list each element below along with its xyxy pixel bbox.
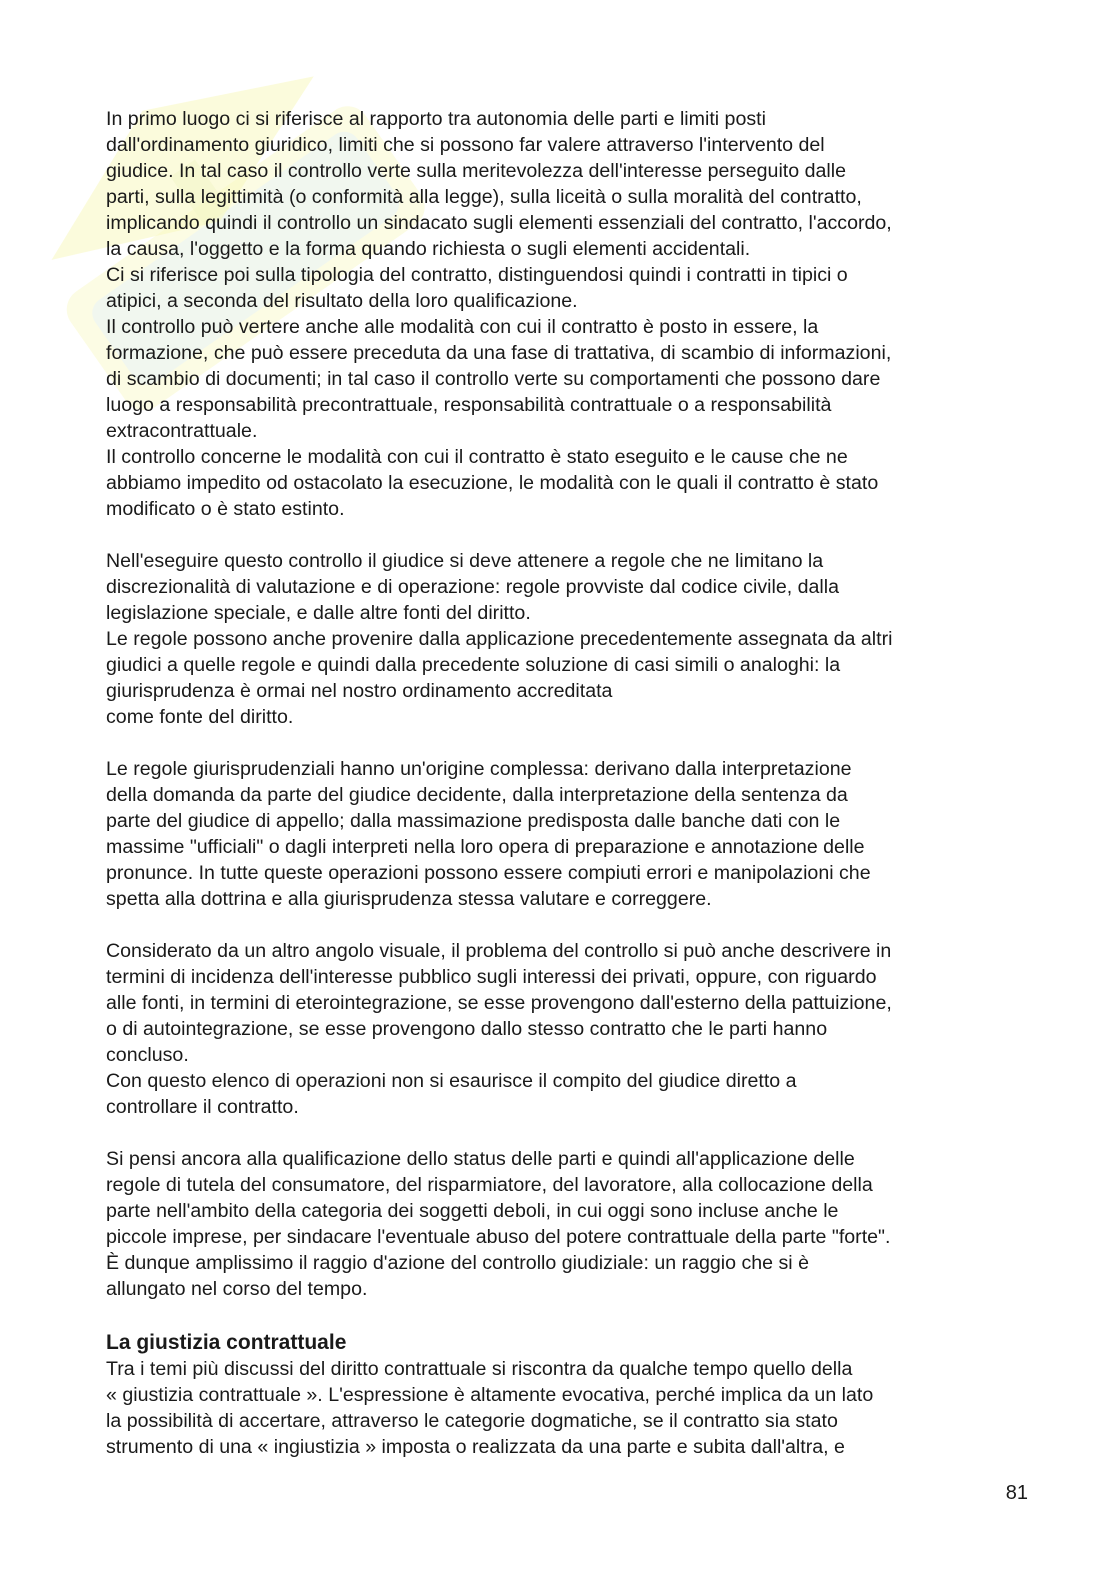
text-line: Considerato da un altro angolo visuale, il problema del controllo si può anche descrivere in [106, 940, 892, 962]
text-line: controllare il contratto. [106, 1096, 299, 1118]
paragraph-gap [106, 912, 1016, 938]
paragraph [106, 1146, 1016, 1302]
paragraph-gap [106, 730, 1016, 756]
paragraph-gap [106, 522, 1016, 548]
paragraph [106, 1356, 1016, 1460]
text-line: piccole imprese, per sindacare l'eventuale abuso del potere contrattuale della parte "forte". [106, 1226, 891, 1248]
paragraph [106, 938, 1016, 1120]
text-line: legislazione speciale, e dalle altre fonti del diritto. [106, 602, 531, 624]
text-line: di scambio di documenti; in tal caso il controllo verte su comportamenti che possono dare [106, 368, 881, 390]
text-line: regole di tutela del consumatore, del risparmiatore, del lavoratore, alla collocazione della [106, 1174, 873, 1196]
text-line: discrezionalità di valutazione e di operazione: regole provviste dal codice civile, dalla [106, 576, 840, 598]
text-line: È dunque amplissimo il raggio d'azione del controllo giudiziale: un raggio che si è [106, 1252, 810, 1274]
paragraph [106, 756, 1016, 912]
text-line: atipici, a seconda del risultato della loro qualificazione. [106, 290, 578, 312]
text-line: allungato nel corso del tempo. [106, 1278, 368, 1300]
page-number: 81 [1005, 1482, 1028, 1504]
paragraph-gap [106, 1302, 1016, 1328]
text-line: come fonte del diritto. [106, 706, 294, 728]
text-line: Le regole giurisprudenziali hanno un'origine complessa: derivano dalla interpretazione [106, 758, 852, 780]
text-line: Con questo elenco di operazioni non si esaurisce il compito del giudice diretto a [106, 1070, 797, 1092]
text-line: Si pensi ancora alla qualificazione dello status delle parti e quindi all'applicazione delle [106, 1148, 855, 1170]
text-line: Il controllo concerne le modalità con cui il contratto è stato eseguito e le cause che ne [106, 446, 848, 468]
text-line: termini di incidenza dell'interesse pubblico sugli interessi dei privati, oppure, con riguardo [106, 966, 877, 988]
paragraph [106, 106, 1016, 522]
text-line: parte nell'ambito della categoria dei soggetti deboli, in cui oggi sono incluse anche le [106, 1200, 839, 1222]
text-line: Le regole possono anche provenire dalla applicazione precedentemente assegnata da altri [106, 628, 893, 650]
text-line: parti, sulla legittimità (o conformità alla legge), sulla liceità o sulla moralità del contratto, [106, 186, 862, 208]
text-line: dall'ordinamento giuridico, limiti che si possono far valere attraverso l'intervento del [106, 134, 825, 156]
text-line: concluso. [106, 1044, 189, 1066]
text-line: strumento di una « ingiustizia » imposta o realizzata da una parte e subita dall'altra, e [106, 1436, 845, 1458]
paragraph-gap [106, 1120, 1016, 1146]
text-line: giudici a quelle regole e quindi dalla precedente soluzione di casi simili o analoghi: la [106, 654, 841, 676]
section-heading: La giustizia contrattuale [106, 1331, 347, 1354]
text-line: formazione, che può essere preceduta da una fase di trattativa, di scambio di informazioni, [106, 342, 892, 364]
text-line: implicando quindi il controllo un sindacato sugli elementi essenziali del contratto, l'accordo, [106, 212, 892, 234]
text-line: extracontrattuale. [106, 420, 258, 442]
text-line: giurisprudenza è ormai nel nostro ordinamento accreditata [106, 680, 613, 702]
text-line: spetta alla dottrina e alla giurisprudenza stessa valutare e correggere. [106, 888, 712, 910]
text-line: Tra i temi più discussi del diritto contrattuale si riscontra da qualche tempo quello della [106, 1358, 853, 1380]
text-line: modificato o è stato estinto. [106, 498, 345, 520]
text-line: la possibilità di accertare, attraverso le categorie dogmatiche, se il contratto sia stato [106, 1410, 838, 1432]
text-line: pronunce. In tutte queste operazioni possono essere compiuti errori e manipolazioni che [106, 862, 871, 884]
text-line: abbiamo impedito od ostacolato la esecuzione, le modalità con le quali il contratto è stato [106, 472, 879, 494]
document-body [106, 106, 1016, 1460]
text-line: Ci si riferisce poi sulla tipologia del contratto, distinguendosi quindi i contratti in tipici o [106, 264, 848, 286]
text-line: massime "ufficiali" o dagli interpreti nella loro opera di preparazione e annotazione delle [106, 836, 865, 858]
paragraph [106, 548, 1016, 730]
text-line: Nell'eseguire questo controllo il giudice si deve attenere a regole che ne limitano la [106, 550, 824, 572]
text-line: la causa, l'oggetto e la forma quando richiesta o sugli elementi accidentali. [106, 238, 751, 260]
text-line: Il controllo può vertere anche alle modalità con cui il contratto è posto in essere, la [106, 316, 819, 338]
text-line: In primo luogo ci si riferisce al rapporto tra autonomia delle parti e limiti posti [106, 108, 766, 130]
text-line: luogo a responsabilità precontrattuale, responsabilità contrattuale o a responsabilità [106, 394, 832, 416]
text-line: « giustizia contrattuale ». L'espressione è altamente evocativa, perché implica da un lato [106, 1384, 874, 1406]
text-line: parte del giudice di appello; dalla massimazione predisposta dalle banche dati con le [106, 810, 841, 832]
text-line: giudice. In tal caso il controllo verte sulla meritevolezza dell'interesse perseguito dalle [106, 160, 846, 182]
text-line: o di autointegrazione, se esse provengono dallo stesso contratto che le parti hanno [106, 1018, 828, 1040]
text-line: della domanda da parte del giudice decidente, dalla interpretazione della sentenza da [106, 784, 848, 806]
text-line: alle fonti, in termini di eterointegrazione, se esse provengono dall'esterno della pattuizione, [106, 992, 892, 1014]
